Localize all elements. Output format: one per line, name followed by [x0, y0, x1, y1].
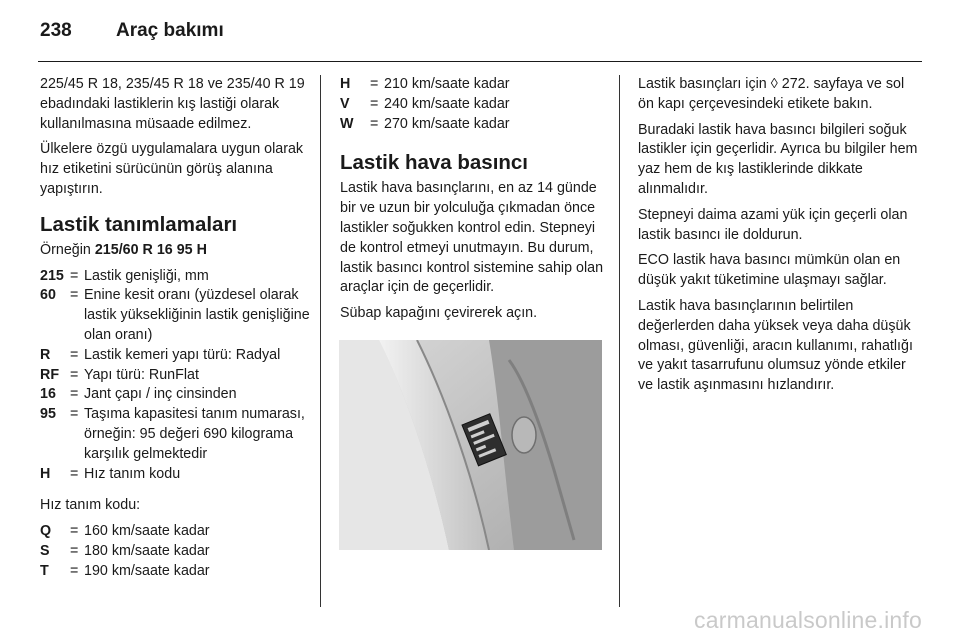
definition-item [40, 385, 312, 405]
speed-value: 160 km/saate kadar [84, 523, 210, 540]
speed-item [40, 522, 312, 542]
def-value: Taşıma kapasitesi tanım numarası, örneğin: 95 değeri 690 kilograma karşılık gelmektedir [84, 406, 305, 462]
equals-sign: = [70, 267, 79, 284]
page-number: 238 [40, 20, 72, 41]
definition-item [40, 346, 312, 366]
speed-key: Q [40, 523, 52, 540]
speed-code-list [40, 522, 312, 581]
example-line [40, 241, 312, 261]
example-prefix: Örneğin [40, 241, 95, 258]
column-1 [40, 75, 312, 582]
watermark: carmanualsonline.info [694, 607, 922, 633]
def-value: Lastik genişliği, mm [84, 267, 209, 284]
definition-item [40, 405, 312, 464]
equals-sign: = [70, 523, 79, 540]
equals-sign: = [370, 76, 379, 92]
tire-code-definitions [40, 267, 312, 485]
equals-sign: = [70, 287, 79, 304]
equals-sign: = [70, 386, 79, 403]
spare-tire-paragraph: Stepneyi daima azami yük için geçerli olan lastik basıncı ile doldurun. [638, 206, 908, 243]
valve-cap-illustration [339, 340, 602, 550]
speed-key: V [340, 95, 350, 112]
def-value: Jant çapı / inç cinsinden [84, 386, 237, 403]
def-value: Hız tanım kodu [84, 465, 181, 482]
def-value: Lastik kemeri yapı türü: Radyal [84, 346, 281, 363]
intro-paragraph-1: 225/45 R 18, 235/45 R 18 ve 235/40 R 19 ebadındaki lastiklerin kış lastiği olarak kullanılmasına müsaade edilmez. [40, 76, 305, 132]
equals-sign: = [370, 95, 379, 112]
equals-sign: = [70, 562, 79, 579]
equals-sign: = [70, 366, 79, 383]
speed-key: H [340, 76, 351, 92]
cold-tires-paragraph: Buradaki lastik hava basıncı bilgileri soğuk lastikler için geçerlidir. Ayrıca bu bilgiler hem yaz hem de kış lastiklerinde dikkate alınmalıdır. [638, 121, 918, 197]
speed-item [40, 542, 312, 562]
column-divider-2 [619, 75, 620, 607]
equals-sign: = [70, 406, 79, 423]
speed-key: W [340, 115, 354, 132]
valve-cap-photo [339, 340, 602, 550]
def-key: 95 [40, 406, 56, 423]
header-rule [38, 61, 922, 62]
equals-sign: = [370, 115, 379, 132]
speed-item [340, 115, 606, 135]
definition-item [40, 465, 312, 485]
pressure-ref-paragraph: Lastik basınçları için ◊ 272. sayfaya ve sol ön kapı çerçevesindeki etikete bakın. [638, 76, 905, 112]
section-heading-tire-designations: Lastik tanımlamaları [40, 212, 238, 236]
speed-item [40, 562, 312, 582]
def-value: Enine kesit oranı (yüzdesel olarak lastik yüksekliğinin lastik genişliğine olan oranı) [84, 287, 310, 343]
def-value: Yapı türü: RunFlat [84, 366, 199, 383]
example-code: 215/60 R 16 95 H [94, 241, 207, 258]
page-title: Araç bakımı [116, 20, 224, 41]
speed-code-list-continued [340, 75, 606, 134]
def-key: R [40, 346, 51, 363]
section-heading-tire-pressure: Lastik hava basıncı [340, 151, 529, 175]
speed-key: S [40, 542, 50, 559]
pressure-paragraph-1: Lastik hava basınçlarını, en az 14 günde bir ve uzun bir yolculuğa çıkmadan önce lastikler soğukken kontrol edin. Stepneyi de kontrol etmeyi unutmayın. Bu durum, lastik basıncı kontrol sistemine sahip olan araçlar için de geçerlidir. [340, 180, 604, 296]
def-key: 16 [40, 386, 56, 403]
definition-item [40, 267, 312, 287]
equals-sign: = [70, 346, 79, 363]
speed-value: 190 km/saate kadar [84, 562, 210, 579]
pressure-effects-paragraph: Lastik hava basınçlarının belirtilen değerlerden daha yüksek veya daha düşük olması, güvenliği, aracın kullanımı, rahatlığı ve yakıt tasarrufunu olumsuz yönde etkiler ve lastik aşınmasını hızlandırır. [638, 297, 913, 394]
speed-value: 180 km/saate kadar [84, 542, 210, 559]
speed-value: 210 km/saate kadar [384, 76, 510, 92]
intro-paragraph-2: Ülkelere özgü uygulamalara uygun olarak hız etiketini sürücünün görüş alanına yapıştırın. [40, 141, 304, 197]
speed-item [340, 75, 606, 95]
speed-value: 240 km/saate kadar [384, 95, 510, 112]
speed-value: 270 km/saate kadar [384, 115, 510, 132]
def-key: RF [40, 366, 60, 383]
def-key: 60 [40, 287, 56, 304]
column-3 [638, 75, 922, 402]
def-key: 215 [40, 267, 64, 284]
definition-item [40, 286, 312, 345]
definition-item [40, 366, 312, 386]
column-divider-1 [320, 75, 321, 607]
speed-item [340, 95, 606, 115]
page-header [40, 20, 224, 44]
speed-code-label: Hız tanım kodu: [40, 497, 141, 514]
equals-sign: = [70, 542, 79, 559]
column-2 [340, 75, 606, 330]
pressure-paragraph-2: Sübap kapağını çevirerek açın. [340, 305, 538, 322]
equals-sign: = [70, 465, 79, 482]
speed-key: T [40, 562, 49, 579]
def-key: H [40, 465, 51, 482]
eco-pressure-paragraph: ECO lastik hava basıncı mümkün olan en düşük yakıt tüketimine ulaşmayı sağlar. [638, 252, 901, 289]
